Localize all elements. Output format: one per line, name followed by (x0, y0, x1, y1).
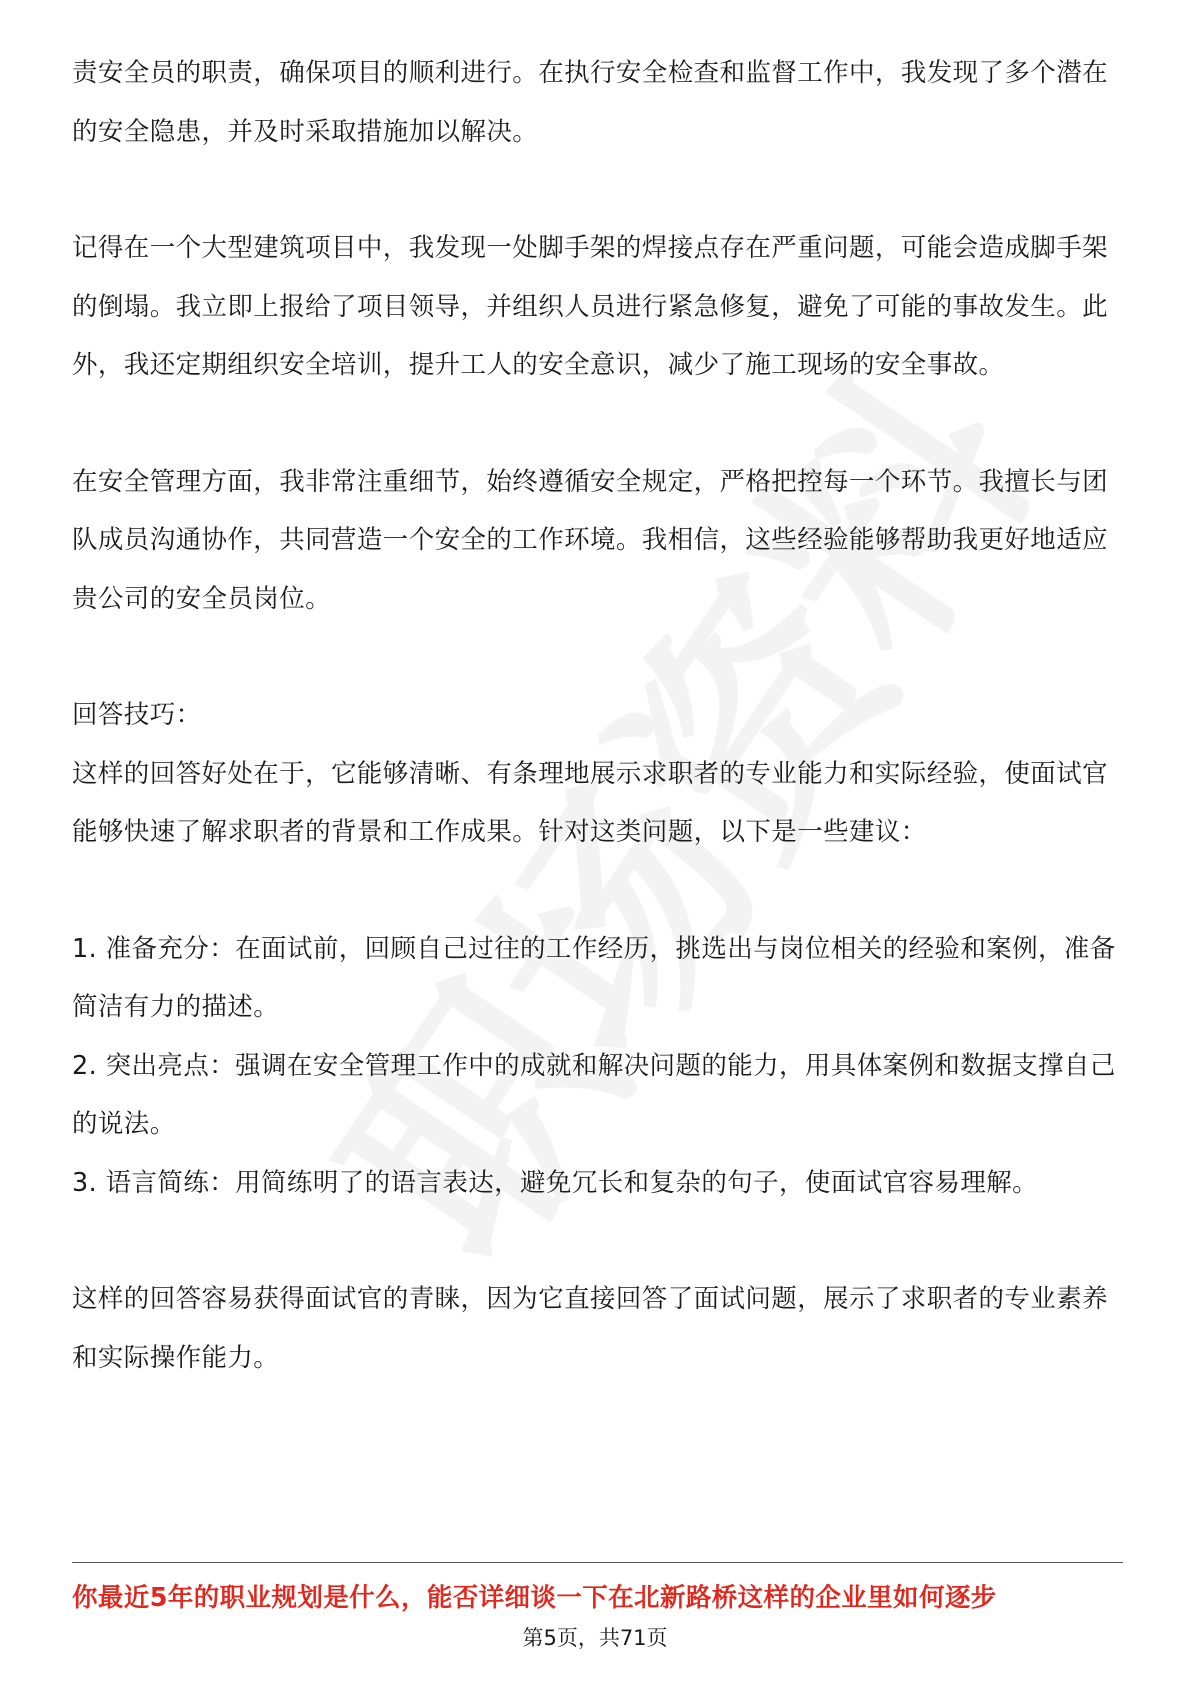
tips-intro: 这样的回答好处在于，它能够清晰、有条理地展示求职者的专业能力和实际经验，使面试官能够快速了解求职者的背景和工作成果。针对这类问题，以下是一些建议： (72, 758, 1109, 847)
paragraph-1: 责安全员的职责，确保项目的顺利进行。在执行安全检查和监督工作中，我发现了多个潜在的安全隐患，并及时采取措施加以解决。 (72, 58, 1109, 147)
paragraph-3: 在安全管理方面，我非常注重细节，始终遵循安全规定，严格把控每一个环节。我擅长与团队成员沟通协作，共同营造一个安全的工作环境。我相信，这些经验能够帮助我更好地适应贵公司的安全员岗位。 (72, 466, 1109, 614)
tips-conclusion: 这样的回答容易获得面试官的青睐，因为它直接回答了面试问题，展示了求职者的专业素养和实际操作能力。 (72, 1284, 1109, 1373)
paragraph-gap (72, 1212, 1122, 1270)
next-question-heading: 你最近5年的职业规划是什么，能否详细谈一下在北新路桥这样的企业里如何逐步 (72, 1583, 997, 1613)
page-number: 第5页，共71页 (522, 1626, 668, 1650)
document-body (72, 44, 1122, 1387)
tips-heading: 回答技巧： (72, 700, 202, 730)
paragraph-gap (72, 862, 1122, 920)
footer-divider (72, 1562, 1123, 1563)
tip-item-3: 3. 语言简练：用简练明了的语言表达，避免冗长和复杂的句子，使面试官容易理解。 (72, 1167, 1039, 1198)
tip-item-1: 1. 准备充分：在面试前，回顾自己过往的工作经历，挑选出与岗位相关的经验和案例，准备简洁有力的描述。 (72, 933, 1116, 1022)
paragraph-gap (72, 395, 1122, 453)
paragraph-gap (72, 161, 1122, 219)
paragraph-gap (72, 628, 1122, 686)
paragraph-2: 记得在一个大型建筑项目中，我发现一处脚手架的焊接点存在严重问题，可能会造成脚手架的倒塌。我立即上报给了项目领导，并组织人员进行紧急修复，避免了可能的事故发生。此外，我还定期组织安全培训，提升工人的安全意识，减少了施工现场的安全事故。 (72, 233, 1109, 380)
tip-item-2: 2. 突出亮点：强调在安全管理工作中的成就和解决问题的能力，用具体案例和数据支撑自己的说法。 (72, 1050, 1116, 1139)
